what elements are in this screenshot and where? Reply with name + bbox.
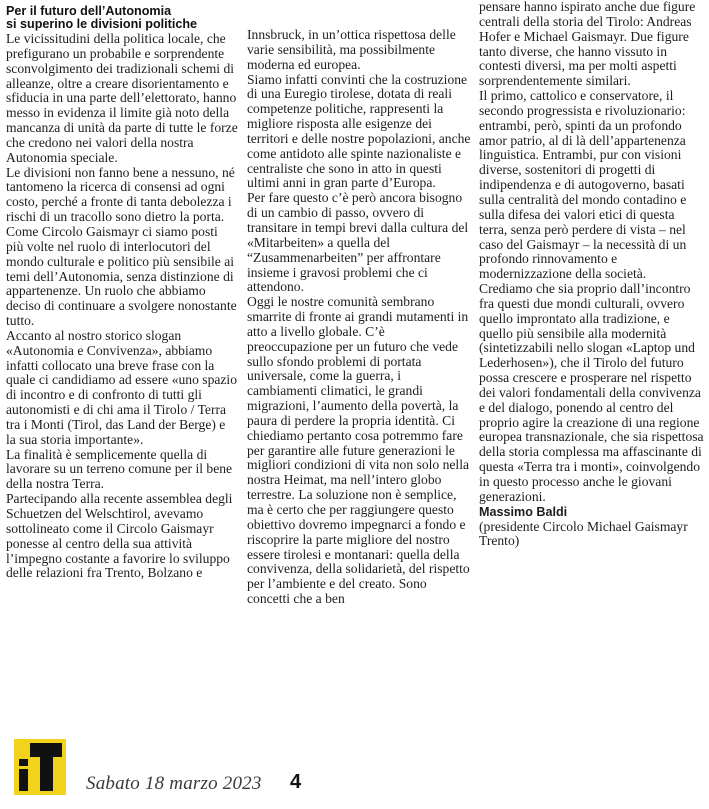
paragraph: Oggi le nostre comunità sembrano smarrite di fronte ai grandi mutamenti in atto a livello globale. C’è preoccupazione per un futuro che vede sullo sfondo problemi di portata universale, come la guerra, i cambiamenti climatici, le grandi migrazioni, l’aumento della povertà, la paura di perdere la propria identità. Ci chiediamo pertanto cosa potremmo fare per garantire alle future generazioni le migliori condizioni di vita non solo nella nostra Heimat, ma nell’intero globo terrestre. La soluzione non è semplice, ma è certo che per raggiungere questo obiettivo dovremo impegnarci a fondo e riscoprire la parte migliore del nostro essere tirolesi e montanari: quella della convivenza, della solidarietà, del rispetto per l’ambiente e del creato. Sono concetti che a ben	[247, 294, 470, 607]
issue-date: Sabato 18 marzo 2023	[86, 773, 262, 794]
article-title	[6, 5, 238, 31]
newspaper-logo-icon	[14, 739, 66, 795]
author-role: (presidente Circolo Michael Gaismayr Trento)	[479, 518, 688, 549]
author-name: Massimo Baldi	[479, 504, 568, 519]
article-column-1	[6, 32, 238, 581]
page-number: 4	[290, 771, 302, 793]
paragraph: Il primo, cattolico e conservatore, il secondo progressista e rivoluzionario: entrambi, però, spinti da un profondo amor patrio, al di là dell’appartenenza linguistica. Entrambi, pur con visioni diverse, sostenitori di progetti di indipendenza e di autogoverno, basati sulla centralità del mondo contadino e sulla difesa dei valori etici di questa terra, senza però perdere di vista – nel caso del Gaismayr – la necessità di un profondo rinnovamento e modernizzazione della società.	[479, 88, 687, 282]
paragraph: Siamo infatti convinti che la costruzione di una Euregio tirolese, dotata di reali competenze politiche, rappresenti la migliore risposta alle esigenze dei territori e delle nostre popolazioni, anche come antidoto alle spinte nazionaliste e centraliste che sono in atto in questi ultimi anni in gran parte d’Europa.	[247, 71, 471, 191]
article-column-2	[247, 28, 473, 723]
article-title-line-1: Per il futuro dell’Autonomia	[6, 4, 172, 18]
article-column-3	[479, 0, 705, 549]
paragraph: Crediamo che sia proprio dall’incontro fra questi due mondi culturali, ovvero quello improntato alla tradizione, e quello più sensibile alla modernità (sintetizzabili nello slogan «Laptop und Lederhosen»), che il Tirolo del futuro possa crescere e prosperare nel rispetto dei valori fondamentali della convivenza e del dialogo, ponendo al centro del proprio agire la creazione di una regione europea transnazionale, che sia rispettosa della storia complessa ma affascinante di questa «Terra tra i monti», coinvolgendo in questo processo anche le giovani generazioni.	[479, 281, 704, 504]
paragraph: Partecipando alla recente assemblea degli Schuetzen del Welschtirol, avevamo sottolineato come il Circolo Gaismayr ponesse al centro della sua attività l’impegno costante a favorire lo sviluppo delle relazioni fra Trento, Bolzano e	[6, 491, 233, 581]
paragraph: Per fare questo c’è però ancora bisogno di un cambio di passo, ovvero di transitare in tempi brevi dalla cultura del «Mitarbeiten» a quella del “Zusammenarbeiten” per affrontare insieme i gravosi problemi che ci attendono.	[247, 190, 469, 295]
article-title-line-2: si superino le divisioni politiche	[6, 17, 198, 32]
page-footer	[0, 735, 709, 809]
paragraph: pensare hanno ispirato anche due figure centrali della storia del Tirolo: Andreas Hofer e Michael Gaismayr. Due figure tanto diverse, che hanno vissuto in contesti diversi, ma per molti aspetti sorprendentemente similari.	[479, 0, 696, 89]
paragraph: Le divisioni non fanno bene a nessuno, né tantomeno la ricerca di consensi ad ogni costo, perché a fronte di tanta debolezza i rischi di un tracollo sono dietro la porta. Come Circolo Gaismayr ci siamo posti più volte nel ruolo di interlocutori del mondo culturale e politico più sensibile ai temi dell’Autonomia, senza distinzione di appartenenze. Un ruolo che abbiamo deciso di continuare a svolgere nonostante tutto.	[6, 164, 237, 329]
paragraph: La finalità è semplicemente quella di lavorare su un terreno comune per il bene della nostra Terra.	[6, 446, 233, 492]
paragraph: Le vicissitudini della politica locale, che prefigurano un probabile e sorprendente sconvolgimento dei tradizionali schemi di alleanze, oltre a creare disorientamento e sfiducia in una parte dell’elettorato, hanno messo in evidenza il limite già noto della mancanza di unità da parte di tutte le forze che credono nei valori della nostra Autonomia speciale.	[6, 31, 238, 165]
paragraph: Accanto al nostro storico slogan «Autonomia e Convivenza», abbiamo infatti collocato una breve frase con la quale ci candidiamo ad essere «uno spazio di incontro e di confronto di tutti gli autonomisti e di chi ama il Tirolo / Terra tra i Monti (Tirol, das Land der Berge) e la sua storia importante».	[6, 327, 238, 447]
paragraph: Innsbruck, in un’ottica rispettosa delle varie sensibilità, ma possibilmente moderna ed europea.	[247, 28, 456, 72]
